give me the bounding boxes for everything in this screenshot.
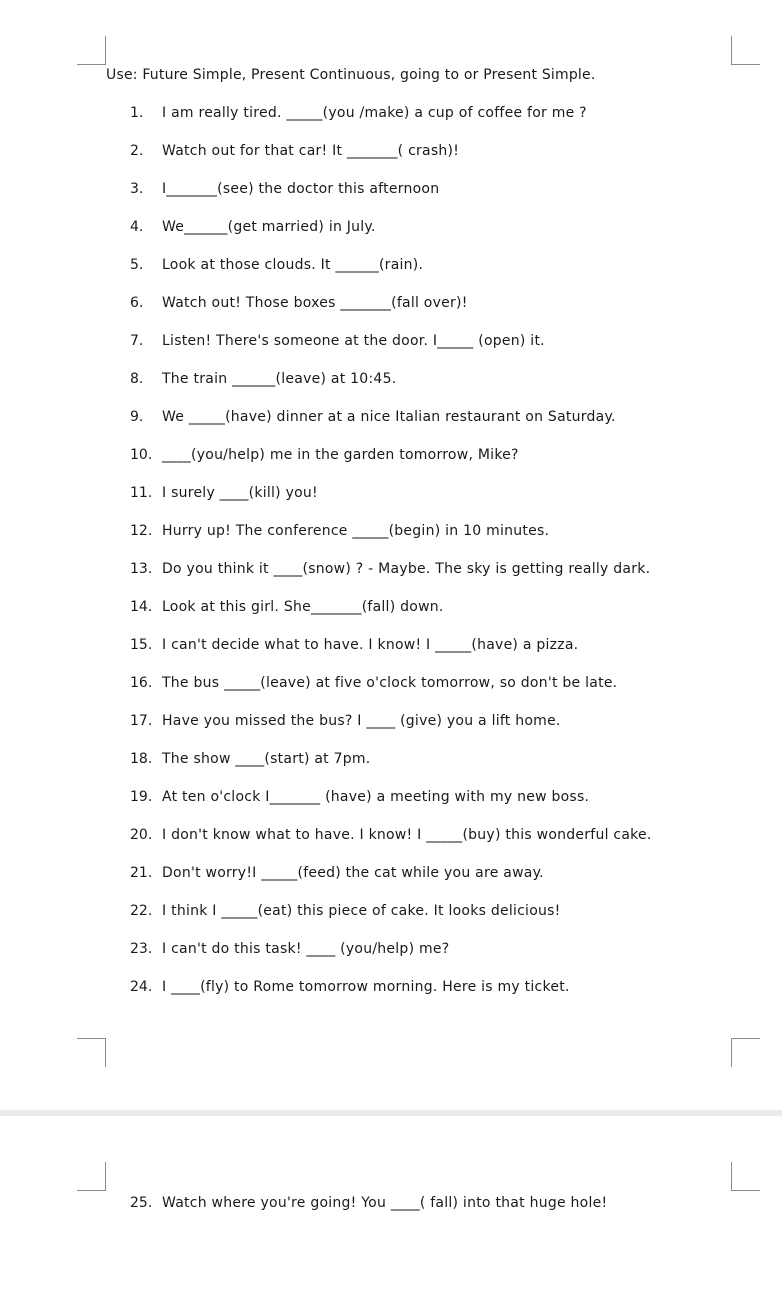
item-number: 18.	[130, 751, 153, 767]
item-text: Look at those clouds. It ______(rain).	[162, 257, 424, 273]
item-text: Look at this girl. She_______(fall) down.	[162, 599, 444, 615]
item-text: Listen! There's someone at the door. I_____ (open) it.	[162, 333, 545, 349]
item-text: Watch where you're going! You ____( fall) into that huge hole!	[162, 1195, 608, 1211]
item-number: 11.	[130, 485, 153, 501]
item-number: 5.	[130, 257, 144, 273]
item-text: The train ______(leave) at 10:45.	[162, 371, 397, 387]
item-number: 14.	[130, 599, 153, 615]
item-text: I am really tired. _____(you /make) a cup of coffee for me ?	[162, 105, 587, 121]
item-text: Do you think it ____(snow) ? - Maybe. The sky is getting really dark.	[162, 561, 651, 577]
item-text: Watch out for that car! It _______( crash)!	[162, 143, 460, 159]
instruction-text: Use: Future Simple, Present Continuous, going to or Present Simple.	[106, 67, 596, 83]
item-text: Watch out! Those boxes _______(fall over)!	[162, 295, 468, 311]
item-number: 23.	[130, 941, 153, 957]
item-text: ____(you/help) me in the garden tomorrow, Mike?	[162, 447, 519, 463]
item-text: The show ____(start) at 7pm.	[162, 751, 371, 767]
item-number: 15.	[130, 637, 153, 653]
item-number: 21.	[130, 865, 153, 881]
item-number: 13.	[130, 561, 153, 577]
item-number: 24.	[130, 979, 153, 995]
crop-mark-top-right	[731, 36, 760, 65]
item-number: 4.	[130, 219, 144, 235]
item-number: 7.	[130, 333, 144, 349]
item-text: I think I _____(eat) this piece of cake. It looks delicious!	[162, 903, 561, 919]
item-text: Have you missed the bus? I ____ (give) you a lift home.	[162, 713, 561, 729]
item-text: We _____(have) dinner at a nice Italian restaurant on Saturday.	[162, 409, 616, 425]
item-number: 3.	[130, 181, 144, 197]
item-number: 12.	[130, 523, 153, 539]
item-text: I can't do this task! ____ (you/help) me?	[162, 941, 450, 957]
crop-mark-top-right	[731, 1162, 760, 1191]
item-number: 22.	[130, 903, 153, 919]
item-number: 17.	[130, 713, 153, 729]
item-text: The bus _____(leave) at five o'clock tomorrow, so don't be late.	[162, 675, 618, 691]
item-text: At ten o'clock I_______ (have) a meeting with my new boss.	[162, 789, 590, 805]
item-number: 6.	[130, 295, 144, 311]
item-text: I can't decide what to have. I know! I _____(have) a pizza.	[162, 637, 579, 653]
item-text: I surely ____(kill) you!	[162, 485, 318, 501]
item-number: 10.	[130, 447, 153, 463]
item-number: 20.	[130, 827, 153, 843]
item-number: 25.	[130, 1195, 153, 1211]
crop-mark-top-left	[77, 36, 106, 65]
item-number: 8.	[130, 371, 144, 387]
item-number: 19.	[130, 789, 153, 805]
item-text: We______(get married) in July.	[162, 219, 376, 235]
item-text: Don't worry!I _____(feed) the cat while you are away.	[162, 865, 544, 881]
item-text: I don't know what to have. I know! I _____(buy) this wonderful cake.	[162, 827, 652, 843]
item-number: 9.	[130, 409, 144, 425]
item-text: I_______(see) the doctor this afternoon	[162, 181, 440, 197]
crop-mark-bottom-right	[731, 1038, 760, 1067]
item-text: I ____(fly) to Rome tomorrow morning. Here is my ticket.	[162, 979, 570, 995]
item-number: 1.	[130, 105, 144, 121]
item-text: Hurry up! The conference _____(begin) in 10 minutes.	[162, 523, 550, 539]
document-page-2	[0, 1116, 782, 1295]
item-number: 2.	[130, 143, 144, 159]
crop-mark-top-left	[77, 1162, 106, 1191]
crop-mark-bottom-left	[77, 1038, 106, 1067]
item-number: 16.	[130, 675, 153, 691]
